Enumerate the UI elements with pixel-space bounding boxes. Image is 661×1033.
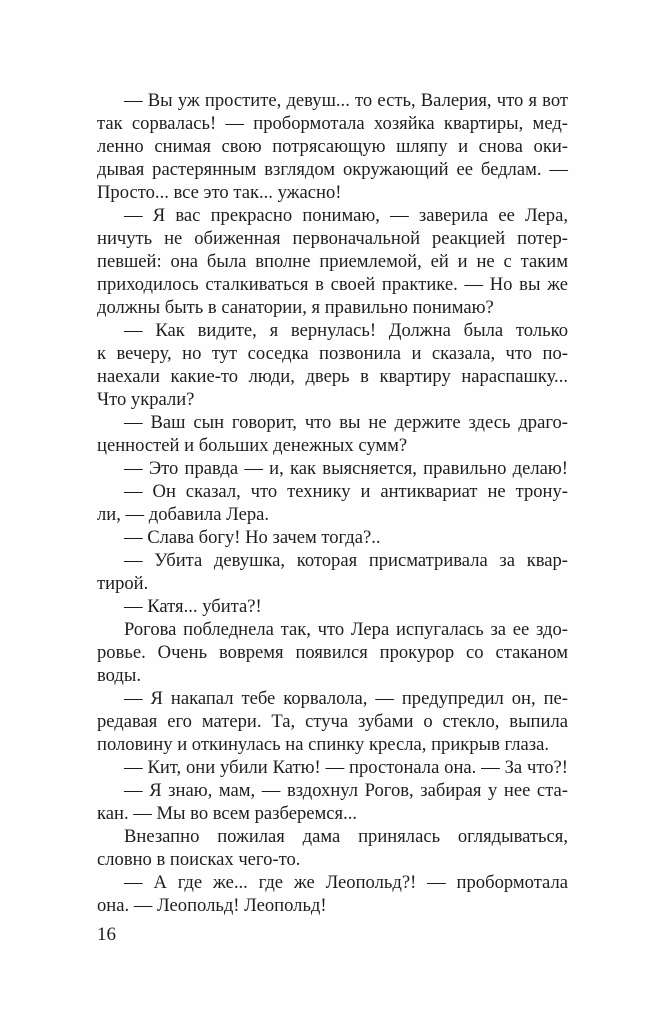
text-line: дывая растерянным взглядом окружающий ее бедлам. —	[97, 159, 568, 180]
paragraph	[97, 457, 568, 480]
text-line: ленно снимая свою потрясающую шляпу и снова оки-	[97, 136, 568, 157]
text-line: она. — Леопольд! Леопольд!	[97, 895, 327, 916]
paragraph	[97, 595, 568, 618]
paragraph	[97, 89, 568, 204]
text-line: певшей: она была вполне приемлемой, ей и не с таким	[97, 251, 568, 272]
text-line: тирой.	[97, 573, 149, 594]
paragraph	[97, 411, 568, 457]
text-line: — Убита девушка, которая присматривала за квар-	[124, 550, 568, 571]
text-line: — Это правда — и, как выясняется, правильно делаю!	[124, 458, 568, 479]
text-line: — Катя... убита?!	[124, 596, 262, 617]
text-line: приходилось сталкиваться в своей практике. — Но вы же	[97, 274, 568, 295]
text-line: воды.	[97, 665, 142, 686]
text-line: наехали какие-то люди, дверь в квартиру нараспашку...	[97, 366, 568, 387]
text-line: редавая его матери. Та, стуча зубами о стекло, выпила	[97, 711, 568, 732]
text-line: Что украли?	[97, 389, 195, 410]
paragraph	[97, 319, 568, 411]
paragraph	[97, 618, 568, 687]
paragraph	[97, 756, 568, 779]
paragraph	[97, 825, 568, 871]
text-line: — Я знаю, мам, — вздохнул Рогов, забирая у нее ста-	[124, 780, 568, 801]
text-line: — Я вас прекрасно понимаю, — заверила ее Лера,	[124, 205, 568, 226]
text-line: ничуть не обиженная первоначальной реакцией потер-	[97, 228, 568, 249]
text-line: — Ваш сын говорит, что вы не держите здесь драго-	[124, 412, 568, 433]
text-line: кан. — Мы во всем разберемся...	[97, 803, 358, 824]
text-line: к вечеру, но тут соседка позвонила и сказала, что по-	[97, 343, 568, 364]
text-line: ли, — добавила Лера.	[97, 504, 270, 525]
text-line: — Слава богу! Но зачем тогда?..	[124, 527, 381, 548]
text-line: — Он сказал, что технику и антиквариат не трону-	[124, 481, 568, 502]
paragraph	[97, 779, 568, 825]
text-line: так сорвалась! — пробормотала хозяйка квартиры, мед-	[97, 113, 568, 134]
text-line: — А где же... где же Леопольд?! — пробормотала	[124, 872, 568, 893]
page-text	[97, 89, 568, 917]
text-line: ценностей и больших денежных сумм?	[97, 435, 408, 456]
paragraph	[97, 871, 568, 917]
text-line: Внезапно пожилая дама принялась оглядываться,	[124, 826, 568, 847]
text-line: — Кит, они убили Катю! — простонала она. — За что?!	[124, 757, 568, 778]
text-line: — Я накапал тебе корвалола, — предупредил он, пе-	[124, 688, 568, 709]
text-line: Рогова побледнела так, что Лера испугалась за ее здо-	[124, 619, 568, 640]
paragraph	[97, 204, 568, 319]
page-number: 16	[97, 924, 116, 945]
paragraph	[97, 549, 568, 595]
text-line: Просто... все это так... ужасно!	[97, 182, 342, 203]
text-line: — Как видите, я вернулась! Должна была только	[124, 320, 568, 341]
text-line: — Вы уж простите, девуш... то есть, Валерия, что я вот	[124, 90, 568, 111]
paragraph	[97, 526, 568, 549]
text-line: словно в поисках чего-то.	[97, 849, 301, 870]
paragraph	[97, 687, 568, 756]
text-line: должны быть в санатории, я правильно понимаю?	[97, 297, 494, 318]
text-line: ровье. Очень вовремя появился прокурор со стаканом	[97, 642, 568, 663]
paragraph	[97, 480, 568, 526]
text-line: половину и откинулась на спинку кресла, прикрыв глаза.	[97, 734, 550, 755]
